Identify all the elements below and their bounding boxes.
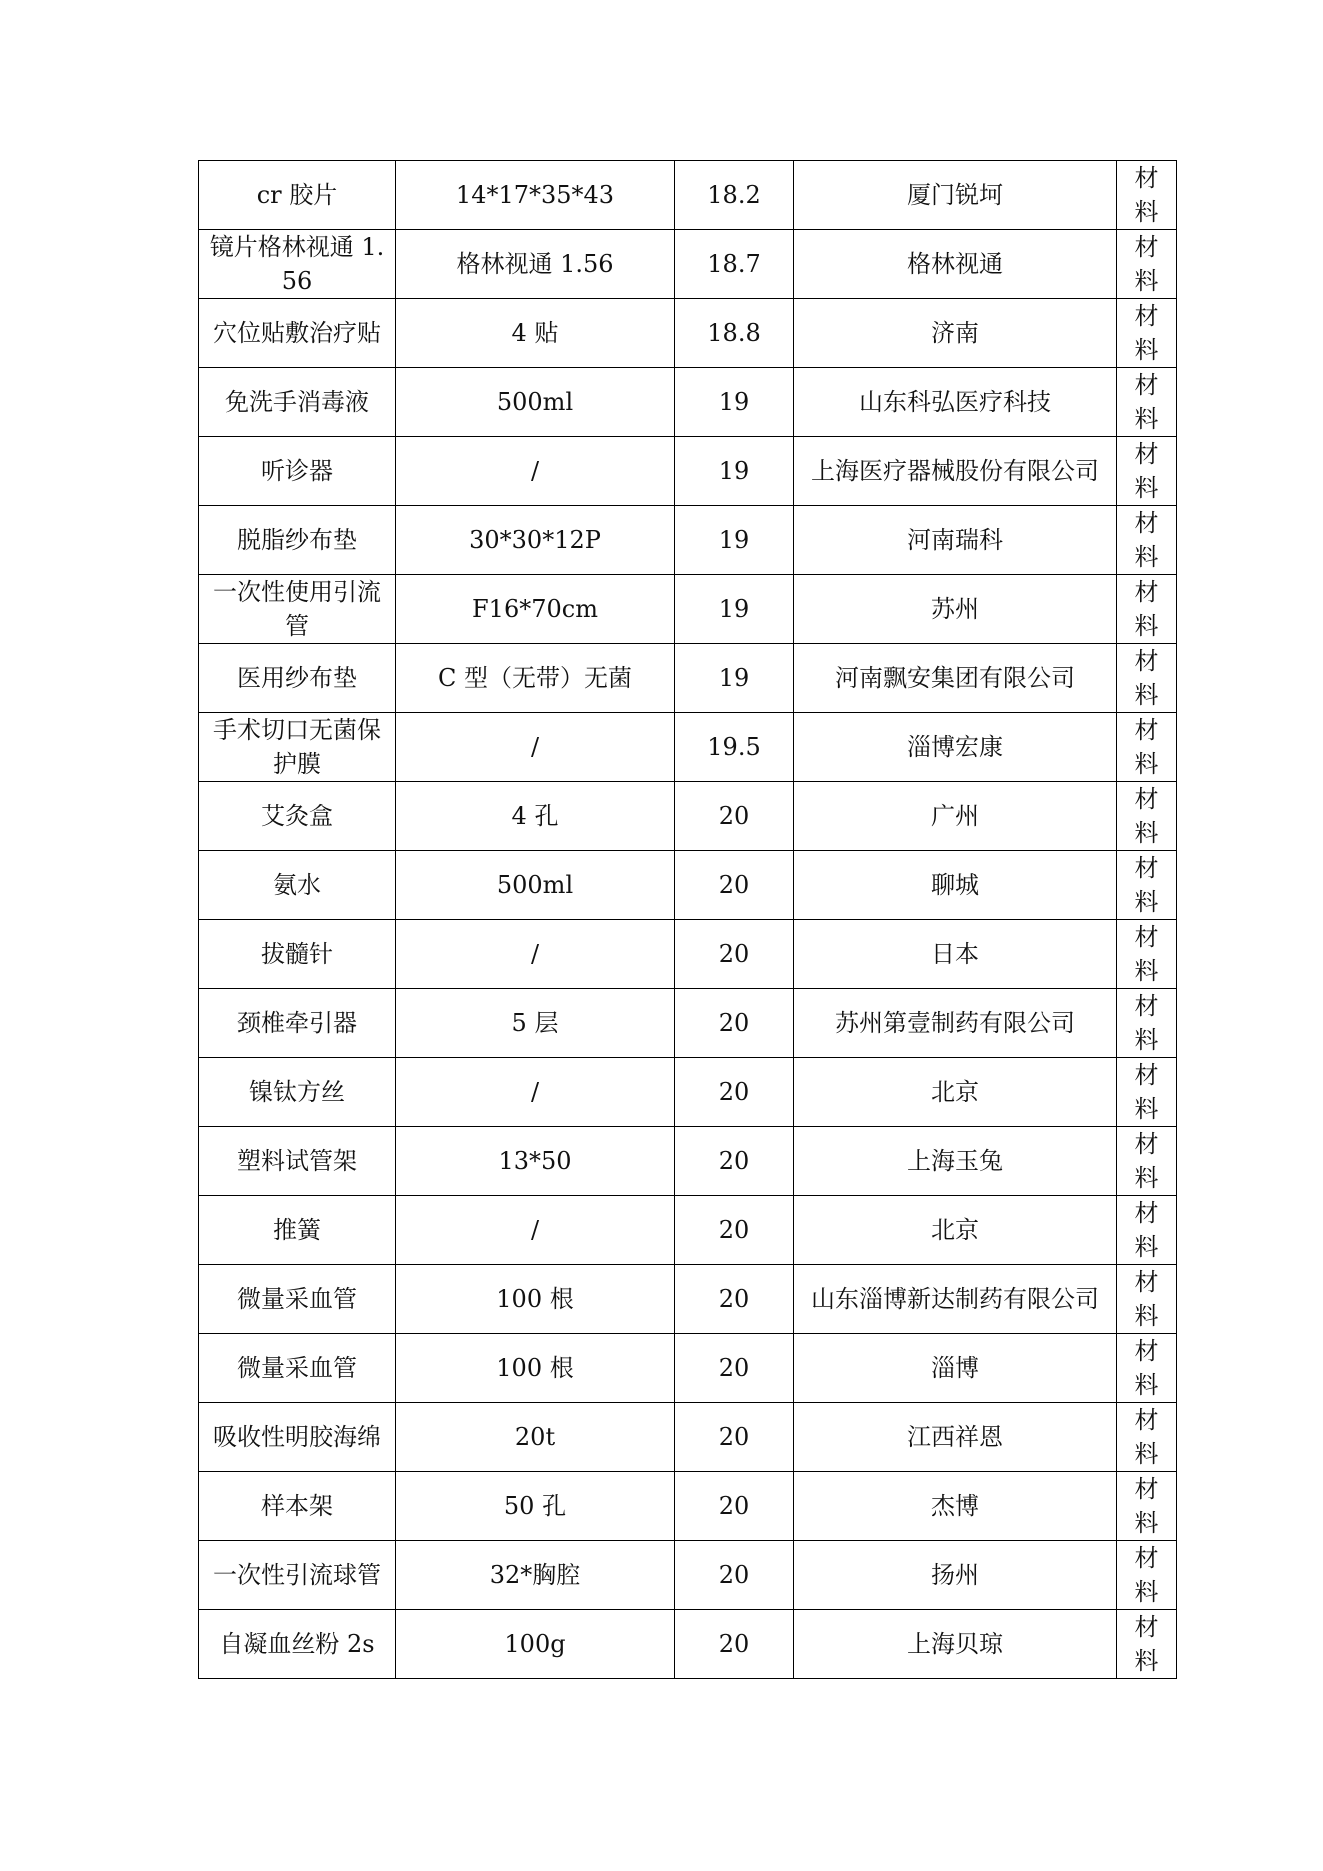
spec-cell: / xyxy=(396,713,675,782)
spec-cell: 20t xyxy=(396,1403,675,1472)
manufacturer-cell: 济南 xyxy=(794,299,1117,368)
category-label: 材料 xyxy=(1134,1613,1159,1675)
item-name-cell: 医用纱布垫 xyxy=(199,644,396,713)
spec-cell: / xyxy=(396,1196,675,1265)
category-label: 材料 xyxy=(1134,1544,1159,1606)
item-name-cell: 穴位贴敷治疗贴 xyxy=(199,299,396,368)
spec-cell: 格林视通 1.56 xyxy=(396,230,675,299)
category-label: 材料 xyxy=(1134,716,1159,778)
table-body xyxy=(199,161,1177,1679)
category-label: 材料 xyxy=(1134,578,1159,640)
category-label: 材料 xyxy=(1134,647,1159,709)
manufacturer-cell: 上海医疗器械股份有限公司 xyxy=(794,437,1117,506)
category-cell xyxy=(1117,1610,1177,1679)
category-cell xyxy=(1117,1265,1177,1334)
spec-cell: 4 贴 xyxy=(396,299,675,368)
category-cell xyxy=(1117,299,1177,368)
price-cell: 19 xyxy=(675,644,794,713)
item-name-cell: 颈椎牵引器 xyxy=(199,989,396,1058)
category-cell xyxy=(1117,920,1177,989)
manufacturer-cell: 上海贝琼 xyxy=(794,1610,1117,1679)
spec-cell: 4 孔 xyxy=(396,782,675,851)
item-name-cell: 一次性引流球管 xyxy=(199,1541,396,1610)
price-cell: 18.8 xyxy=(675,299,794,368)
category-cell xyxy=(1117,1334,1177,1403)
category-cell xyxy=(1117,1472,1177,1541)
table-row xyxy=(199,1472,1177,1541)
category-label: 材料 xyxy=(1134,233,1159,295)
price-cell: 20 xyxy=(675,1610,794,1679)
table-row xyxy=(199,1265,1177,1334)
item-name-cell: 微量采血管 xyxy=(199,1334,396,1403)
spec-cell: 14*17*35*43 xyxy=(396,161,675,230)
manufacturer-cell: 北京 xyxy=(794,1196,1117,1265)
category-label: 材料 xyxy=(1134,992,1159,1054)
table-row xyxy=(199,1196,1177,1265)
category-label: 材料 xyxy=(1134,371,1159,433)
item-name-cell: 脱脂纱布垫 xyxy=(199,506,396,575)
category-cell xyxy=(1117,713,1177,782)
category-cell xyxy=(1117,782,1177,851)
category-cell xyxy=(1117,506,1177,575)
category-cell xyxy=(1117,368,1177,437)
category-cell xyxy=(1117,1058,1177,1127)
category-cell xyxy=(1117,851,1177,920)
item-name-cell: 推簧 xyxy=(199,1196,396,1265)
category-label: 材料 xyxy=(1134,1061,1159,1123)
price-cell: 20 xyxy=(675,1265,794,1334)
spec-cell: 32*胸腔 xyxy=(396,1541,675,1610)
table-row xyxy=(199,782,1177,851)
category-label: 材料 xyxy=(1134,302,1159,364)
price-cell: 20 xyxy=(675,1334,794,1403)
category-label: 材料 xyxy=(1134,1475,1159,1537)
category-cell xyxy=(1117,1403,1177,1472)
table-row xyxy=(199,230,1177,299)
item-name-cell: 听诊器 xyxy=(199,437,396,506)
category-label: 材料 xyxy=(1134,1406,1159,1468)
item-name-cell: 样本架 xyxy=(199,1472,396,1541)
manufacturer-cell: 淄博宏康 xyxy=(794,713,1117,782)
manufacturer-cell: 日本 xyxy=(794,920,1117,989)
manufacturer-cell: 北京 xyxy=(794,1058,1117,1127)
price-cell: 20 xyxy=(675,1541,794,1610)
category-cell xyxy=(1117,230,1177,299)
manufacturer-cell: 杰博 xyxy=(794,1472,1117,1541)
item-name-cell: 拔髓针 xyxy=(199,920,396,989)
materials-table xyxy=(198,160,1177,1679)
price-cell: 20 xyxy=(675,1196,794,1265)
table-row xyxy=(199,368,1177,437)
table-row xyxy=(199,989,1177,1058)
item-name-cell: 氨水 xyxy=(199,851,396,920)
item-name-cell: 一次性使用引流管 xyxy=(199,575,396,644)
category-label: 材料 xyxy=(1134,1268,1159,1330)
category-label: 材料 xyxy=(1134,1199,1159,1261)
table-row xyxy=(199,161,1177,230)
manufacturer-cell: 聊城 xyxy=(794,851,1117,920)
item-name-cell: 手术切口无菌保护膜 xyxy=(199,713,396,782)
spec-cell: 100g xyxy=(396,1610,675,1679)
category-cell xyxy=(1117,1127,1177,1196)
spec-cell: / xyxy=(396,437,675,506)
table-row xyxy=(199,1058,1177,1127)
category-cell xyxy=(1117,644,1177,713)
item-name-cell: 艾灸盒 xyxy=(199,782,396,851)
category-cell xyxy=(1117,575,1177,644)
table-row xyxy=(199,1541,1177,1610)
price-cell: 20 xyxy=(675,782,794,851)
price-cell: 18.7 xyxy=(675,230,794,299)
price-cell: 19 xyxy=(675,437,794,506)
manufacturer-cell: 扬州 xyxy=(794,1541,1117,1610)
spec-cell: 30*30*12P xyxy=(396,506,675,575)
price-cell: 19.5 xyxy=(675,713,794,782)
table-row xyxy=(199,851,1177,920)
manufacturer-cell: 河南瑞科 xyxy=(794,506,1117,575)
spec-cell: 13*50 xyxy=(396,1127,675,1196)
category-cell xyxy=(1117,1196,1177,1265)
table-row xyxy=(199,437,1177,506)
table-row xyxy=(199,920,1177,989)
price-cell: 20 xyxy=(675,1472,794,1541)
category-label: 材料 xyxy=(1134,923,1159,985)
price-cell: 20 xyxy=(675,851,794,920)
price-cell: 20 xyxy=(675,1127,794,1196)
spec-cell: 5 层 xyxy=(396,989,675,1058)
category-label: 材料 xyxy=(1134,1337,1159,1399)
item-name-cell: cr 胶片 xyxy=(199,161,396,230)
manufacturer-cell: 上海玉兔 xyxy=(794,1127,1117,1196)
table-row xyxy=(199,1334,1177,1403)
price-cell: 19 xyxy=(675,368,794,437)
manufacturer-cell: 河南飘安集团有限公司 xyxy=(794,644,1117,713)
table-row xyxy=(199,575,1177,644)
spec-cell: F16*70cm xyxy=(396,575,675,644)
spec-cell: 500ml xyxy=(396,368,675,437)
table-row xyxy=(199,713,1177,782)
price-cell: 20 xyxy=(675,920,794,989)
price-cell: 20 xyxy=(675,1403,794,1472)
manufacturer-cell: 苏州 xyxy=(794,575,1117,644)
manufacturer-cell: 淄博 xyxy=(794,1334,1117,1403)
table-row xyxy=(199,299,1177,368)
category-label: 材料 xyxy=(1134,1130,1159,1192)
spec-cell: 100 根 xyxy=(396,1334,675,1403)
category-cell xyxy=(1117,1541,1177,1610)
manufacturer-cell: 广州 xyxy=(794,782,1117,851)
table-row xyxy=(199,1127,1177,1196)
manufacturer-cell: 苏州第壹制药有限公司 xyxy=(794,989,1117,1058)
manufacturer-cell: 山东科弘医疗科技 xyxy=(794,368,1117,437)
category-label: 材料 xyxy=(1134,785,1159,847)
price-cell: 20 xyxy=(675,989,794,1058)
spec-cell: / xyxy=(396,1058,675,1127)
category-label: 材料 xyxy=(1134,440,1159,502)
manufacturer-cell: 山东淄博新达制药有限公司 xyxy=(794,1265,1117,1334)
price-cell: 18.2 xyxy=(675,161,794,230)
item-name-cell: 塑料试管架 xyxy=(199,1127,396,1196)
category-cell xyxy=(1117,437,1177,506)
item-name-cell: 吸收性明胶海绵 xyxy=(199,1403,396,1472)
manufacturer-cell: 格林视通 xyxy=(794,230,1117,299)
item-name-cell: 免洗手消毒液 xyxy=(199,368,396,437)
category-label: 材料 xyxy=(1134,164,1159,226)
spec-cell: / xyxy=(396,920,675,989)
price-cell: 20 xyxy=(675,1058,794,1127)
category-label: 材料 xyxy=(1134,509,1159,571)
item-name-cell: 镍钛方丝 xyxy=(199,1058,396,1127)
spec-cell: 100 根 xyxy=(396,1265,675,1334)
table-row xyxy=(199,644,1177,713)
category-cell xyxy=(1117,161,1177,230)
table-row xyxy=(199,1610,1177,1679)
category-cell xyxy=(1117,989,1177,1058)
item-name-cell: 微量采血管 xyxy=(199,1265,396,1334)
manufacturer-cell: 江西祥恩 xyxy=(794,1403,1117,1472)
item-name-cell: 自凝血丝粉 2s xyxy=(199,1610,396,1679)
item-name-cell: 镜片格林视通 1.56 xyxy=(199,230,396,299)
price-cell: 19 xyxy=(675,575,794,644)
price-cell: 19 xyxy=(675,506,794,575)
manufacturer-cell: 厦门锐坷 xyxy=(794,161,1117,230)
category-label: 材料 xyxy=(1134,854,1159,916)
table-row xyxy=(199,506,1177,575)
table-row xyxy=(199,1403,1177,1472)
spec-cell: 50 孔 xyxy=(396,1472,675,1541)
spec-cell: 500ml xyxy=(396,851,675,920)
spec-cell: C 型（无带）无菌 xyxy=(396,644,675,713)
